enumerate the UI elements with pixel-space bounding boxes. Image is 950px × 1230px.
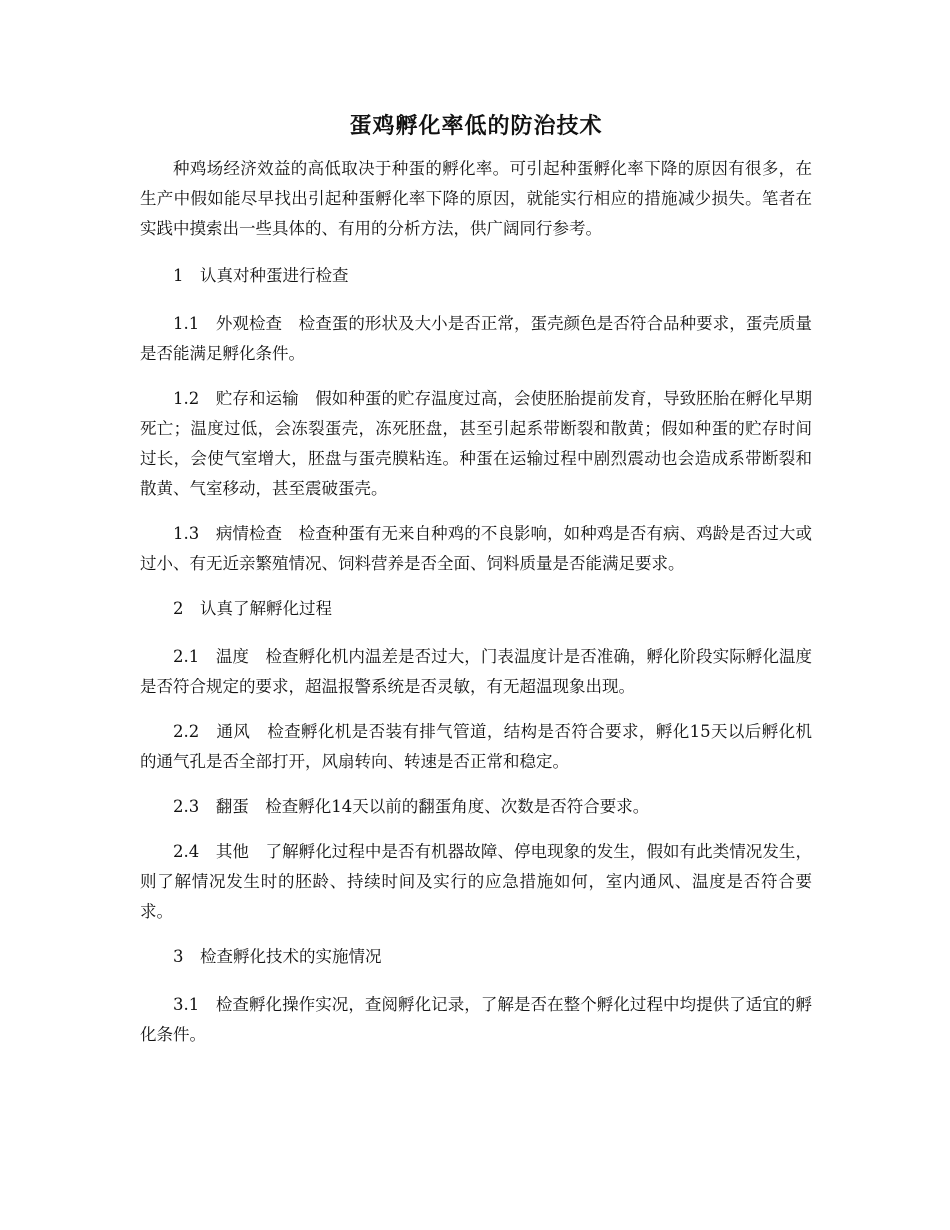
intro-paragraph: 种鸡场经济效益的高低取决于种蛋的孵化率。可引起种蛋孵化率下降的原因有很多，在生产中假如能尽早找出引起种蛋孵化率下降的原因，就能实行相应的措施减少损失。笔者在实践中摸索出一些具体的、有用的分析方法，供广阔同行参考。 xyxy=(140,159,812,238)
paragraph-2-3: 2.3 翻蛋 检查孵化14天以前的翻蛋角度、次数是否符合要求。 xyxy=(173,797,650,816)
paragraph-2-1: 2.1 温度 检查孵化机内温差是否过大，门表温度计是否准确，孵化阶段实际孵化温度是否符合规定的要求，超温报警系统是否灵敏，有无超温现象出现。 xyxy=(140,647,812,696)
section-2-heading: 2 认真了解孵化过程 xyxy=(173,599,332,618)
paragraph-3-1: 3.1 检查孵化操作实况，查阅孵化记录，了解是否在整个孵化过程中均提供了适宜的孵化条件。 xyxy=(140,995,812,1044)
paragraph-1-2: 1.2 贮存和运输 假如种蛋的贮存温度过高，会使胚胎提前发育，导致胚胎在孵化早期死亡；温度过低，会冻裂蛋壳，冻死胚盘，甚至引起系带断裂和散黄；假如种蛋的贮存时间过长，会使气室增大，胚盘与蛋壳膜粘连。种蛋在运输过程中剧烈震动也会造成系带断裂和散黄、气室移动，甚至震破蛋壳。 xyxy=(140,389,812,498)
paragraph-2-4: 2.4 其他 了解孵化过程中是否有机器故障、停电现象的发生，假如有此类情况发生，则了解情况发生时的胚龄、持续时间及实行的应急措施如何，室内通风、温度是否符合要求。 xyxy=(140,842,812,921)
section-3-heading: 3 检查孵化技术的实施情况 xyxy=(173,947,382,966)
document-page xyxy=(140,108,812,1065)
paragraph-1-3: 1.3 病情检查 检查种蛋有无来自种鸡的不良影响，如种鸡是否有病、鸡龄是否过大或过小、有无近亲繁殖情况、饲料营养是否全面、饲料质量是否能满足要求。 xyxy=(140,524,812,573)
paragraph-2-2: 2.2 通风 检查孵化机是否装有排气管道，结构是否符合要求，孵化15天以后孵化机的通气孔是否全部打开，风扇转向、转速是否正常和稳定。 xyxy=(140,722,812,771)
paragraph-1-1: 1.1 外观检查 检查蛋的形状及大小是否正常，蛋壳颜色是否符合品种要求，蛋壳质量是否能满足孵化条件。 xyxy=(140,314,812,363)
document-title: 蛋鸡孵化率低的防治技术 xyxy=(349,113,603,139)
section-1-heading: 1 认真对种蛋进行检查 xyxy=(173,266,349,285)
